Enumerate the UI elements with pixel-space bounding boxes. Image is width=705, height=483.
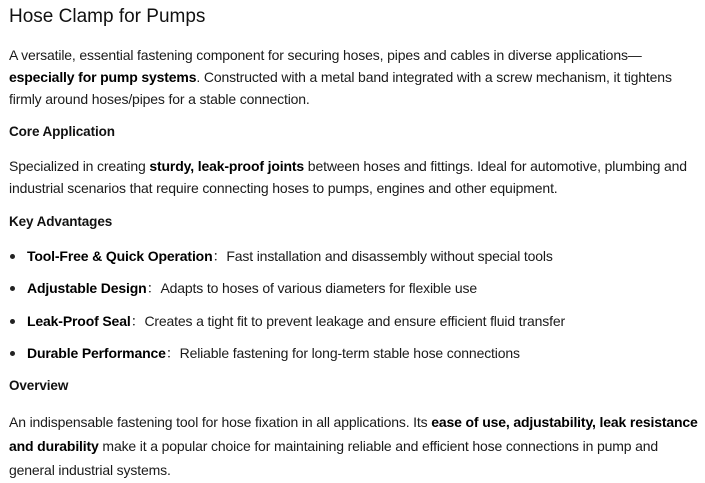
intro-section bbox=[9, 44, 701, 110]
item-sep: ： bbox=[212, 248, 227, 264]
page-title-block bbox=[9, 6, 701, 28]
list-item bbox=[9, 311, 701, 343]
intro-text-2: . Constructed with a metal band integrated with a screw mechanism, it tightens firmly around hoses/pipes for a stable connection. bbox=[9, 69, 672, 107]
list-item bbox=[9, 343, 701, 375]
core-text: Specialized in creating bbox=[9, 158, 150, 174]
page-title: Hose Clamp for Pumps bbox=[9, 6, 206, 27]
core-paragraph bbox=[9, 155, 701, 199]
advantages-heading-block bbox=[9, 214, 701, 229]
item-sep: ： bbox=[165, 344, 180, 361]
item-text: Reliable fastening for long-term stable hose connections bbox=[179, 344, 520, 361]
overview-section bbox=[9, 410, 701, 482]
overview-bold: ease of use, adjustability, leak resistance and durability bbox=[9, 414, 698, 454]
item-text: Adapts to hoses of various diameters for flexible use bbox=[160, 280, 478, 297]
item-label: Durable Performance bbox=[27, 344, 166, 361]
core-bold: sturdy, leak-proof joints bbox=[149, 158, 305, 174]
advantages-list bbox=[9, 246, 701, 375]
item-label: Leak-Proof Seal bbox=[27, 312, 131, 329]
bullet-icon bbox=[10, 351, 15, 356]
core-heading-block bbox=[9, 124, 701, 139]
core-section bbox=[9, 155, 701, 199]
bullet-icon bbox=[10, 319, 15, 324]
advantages-section bbox=[9, 246, 701, 375]
item-text: Creates a tight fit to prevent leakage and ensure efficient fluid transfer bbox=[144, 312, 566, 329]
item-text: Fast installation and disassembly without special tools bbox=[226, 248, 553, 264]
overview-text: An indispensable fastening tool for hose fixation in all applications. Its bbox=[9, 414, 432, 430]
item-label: Tool-Free & Quick Operation bbox=[27, 248, 213, 264]
bullet-icon bbox=[10, 286, 15, 291]
advantages-heading: Key Advantages bbox=[9, 214, 113, 229]
item-sep: ： bbox=[146, 280, 161, 297]
item-label: Adjustable Design bbox=[27, 280, 147, 297]
list-item bbox=[9, 246, 701, 278]
intro-bold: especially for pump systems bbox=[9, 69, 197, 85]
overview-heading: Overview bbox=[9, 378, 69, 393]
overview-text-2: make it a popular choice for maintaining reliable and efficient hose connections in pump and general industrial systems. bbox=[9, 438, 659, 478]
intro-paragraph bbox=[9, 44, 701, 110]
overview-heading-block bbox=[9, 378, 701, 393]
overview-paragraph bbox=[9, 410, 701, 482]
core-text-2: between hoses and fittings. Ideal for automotive, plumbing and industrial scenarios that require connecting hoses to pumps, engines and other equipment. bbox=[9, 158, 687, 196]
item-sep: ： bbox=[130, 312, 145, 329]
bullet-icon bbox=[10, 254, 15, 259]
core-heading: Core Application bbox=[9, 124, 115, 139]
intro-text: A versatile, essential fastening component for securing hoses, pipes and cables in diverse applications— bbox=[9, 47, 642, 63]
list-item bbox=[9, 278, 701, 310]
